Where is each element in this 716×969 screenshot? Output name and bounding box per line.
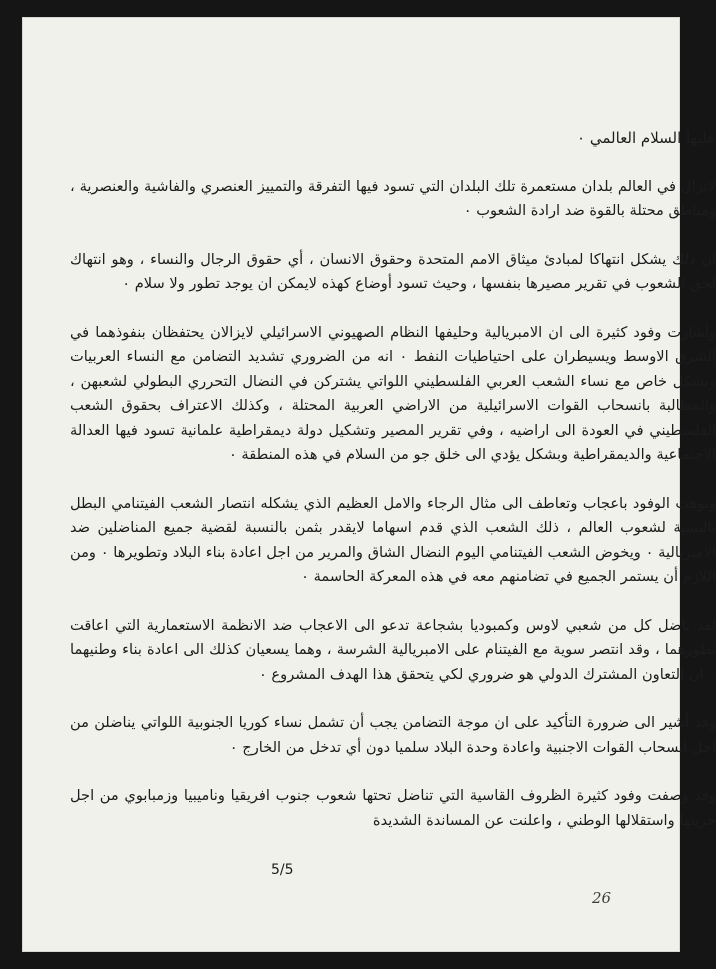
document-heading: عليها السلام العالمي ٠ [577, 129, 716, 147]
handwritten-annotation: 26 [592, 889, 612, 907]
paragraph: وقد وصفت وفود كثيرة الظروف القاسية التي تناضل تحتها شعوب جنوب افريقيا وناميبيا وزمبابوي من اجل حريتها واستقلالها الوطني ، واعلنت عن المساندة الشديدة [70, 787, 716, 829]
document-body [70, 126, 716, 857]
paragraph: ونوهت الوفود باعجاب وتعاطف الى مثال الرجاء والامل العظيم الذي يشكله انتصار الشعب الفيتنامي البطل بالنسبة لشعوب العالم ، ذلك الشعب الذي قدم اسهاما لايقدر بثمن بالنسبة لقضية جميع المناضلين ضد الامبريالية ٠ ويخوض الشعب الفيتنامي اليوم النضال الشاق والمرير من اجل اعادة بناء البلاد وتطويرها ٠ ومن اللازم أن يستمر الجميع في تضامنهم معه في هذه المعركة الحاسمة ٠ [70, 494, 716, 585]
paragraph: لقد ناضل كل من شعبي لاوس وكمبوديا بشجاعة تدعو الى الاعجاب ضد الانظمة الاستعمارية التي اعاقت تطورهما ، وقد انتصر سوية مع الفيتنام على الامبريالية الشرسة ، وهما يسعيان كذلك الى اعادة بناء وطنيهما ٠ ان التعاون المشترك الدولي هو ضروري لكي يتحقق هذا الهدف المشروع ٠ [70, 616, 716, 683]
page-number: 5/5 [271, 862, 294, 878]
paragraph: لاتزال في العالم بلدان مستعمرة تلك البلدان التي تسود فيها التفرقة والتمييز العنصري والفاشية والعنصرية ، ومناطق محتلة بالقوة ضد ارادة الشعوب ٠ [70, 177, 716, 219]
paragraph: وأشارت وفود كثيرة الى ان الامبريالية وحليفها النظام الصهيوني الاسرائيلي لايزالان يحتفظان بنفوذهما في الشرق الاوسط ويسيطران على احتياطيات النفط ٠ انه من الضروري تشديد التضامن مع النساء العربيات وبشكل خاص مع نساء الشعب العربي الفلسطيني اللواتي يشتركن في النضال التحرري البطولي لشعبهن ، والمطالبة بانسحاب القوات الاسرائيلية من الاراضي العربية المحتلة ، وكذلك الاعتراف بحقوق الشعب الفلسطيني في العودة الى اراضيه ، وفي تقرير المصير وتشكيل دولة ديمقراطية علمانية تسود فيها العدالة الاجتماعية والديمقراطية وبشكل يؤدي الى خلق جو من السلام في هذه المنطقة ٠ [70, 323, 716, 463]
paragraph: وقد أشير الى ضرورة التأكيد على ان موجة التضامن يجب أن تشمل نساء كوريا الجنوبية اللواتي يناضلن من اجل انسحاب القوات الاجنبية واعادة وحدة البلاد سلميا دون أي تدخل من الخارج ٠ [70, 714, 716, 756]
paragraph: ان ذلك يشكل انتهاكا لمبادئ ميثاق الامم المتحدة وحقوق الانسان ، أي حقوق الرجال والنساء ، وهو انتهاك لحق الشعوب في تقرير مصيرها بنفسها ، وحيث تسود أوضاع كهذه لايمكن ان يوجد تطور ولا سلام ٠ [70, 250, 716, 292]
